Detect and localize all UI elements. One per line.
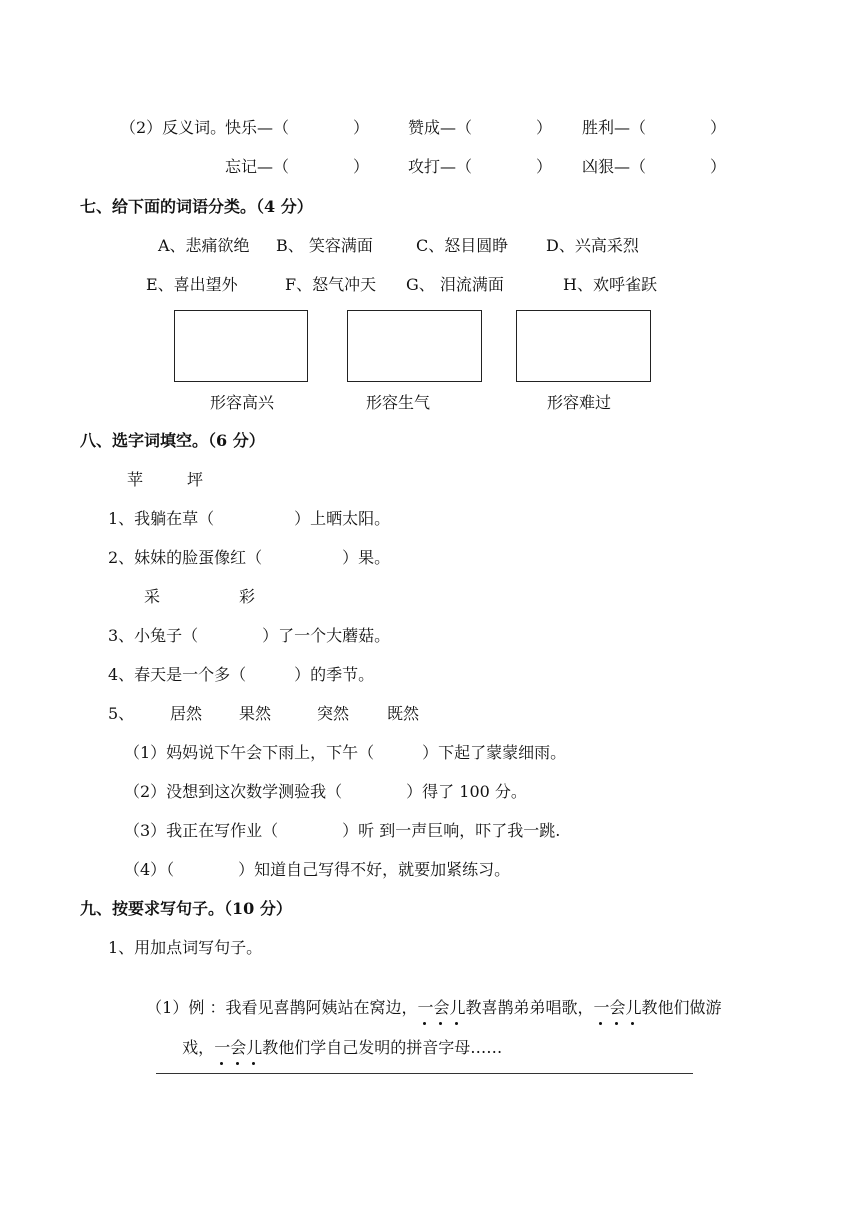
phrase-option: H、欢呼雀跃 [563, 275, 657, 294]
antonym-item: 赞成—（ ） [408, 118, 553, 137]
sentence-number: 5、 [108, 704, 135, 723]
phrase-option: B、 笑容满面 [276, 236, 373, 255]
phrase-option: G、 泪流满面 [406, 275, 504, 294]
box-label: 形容高兴 [210, 393, 275, 412]
antonym-item: 攻打—（ ） [408, 157, 553, 176]
example-text: （1）例 ：我看见喜鹊阿姨站在窝边， [146, 998, 418, 1017]
antonym-item: 胜利—（ ） [582, 118, 727, 137]
example-text: 教他们学自己发明的拼音字母…… [262, 1038, 503, 1057]
sub-sentence: （2）没想到这次数学测验我（ ）得了 100 分。 [124, 782, 527, 801]
sentence: 3、小兔子（ ）了一个大蘑菇。 [108, 626, 391, 645]
dotted-word: 一会儿 [214, 1038, 262, 1058]
char-choice: 苹 [127, 470, 144, 489]
q9-item: 1、用加点词写句子。 [108, 938, 263, 957]
antonym-item: 凶狠—（ ） [582, 157, 727, 176]
example-line-1 [136, 978, 722, 1018]
q9-heading: 九、按要求写句子。（10 分） [80, 899, 292, 918]
q7-heading: 七、给下面的词语分类。（4 分） [80, 197, 313, 216]
word-choice: 突然 [317, 704, 350, 723]
phrase-option: F、怒气冲天 [285, 275, 377, 294]
antonym-item: 快乐—（ ） [225, 118, 370, 137]
word-choice: 居然 [170, 704, 203, 723]
example-text: 戏， [182, 1038, 215, 1057]
phrase-option: E、喜出望外 [146, 275, 238, 294]
word-choice: 既然 [387, 704, 420, 723]
answer-box-sad[interactable] [516, 310, 651, 382]
sentence: 1、我躺在草（ ）上晒太阳。 [108, 509, 391, 528]
answer-box-angry[interactable] [347, 310, 482, 382]
char-choice: 彩 [239, 587, 256, 606]
sentence: 2、妹妹的脸蛋像红（ ）果。 [108, 548, 391, 567]
antonyms-label: （2）反义词。 [120, 118, 227, 137]
answer-box-happy[interactable] [174, 310, 308, 382]
q8-heading: 八、选字词填空。（6 分） [80, 431, 265, 450]
example-text: 教他们做游 [641, 998, 722, 1017]
sub-sentence: （3）我正在写作业（ ）听 到一声巨响，吓了我一跳. [124, 821, 561, 840]
phrase-option: D、兴高采烈 [546, 236, 639, 255]
sub-sentence: （1）妈妈说下午会下雨上，下午（ ）下起了蒙蒙细雨。 [124, 743, 567, 762]
antonym-item: 忘记—（ ） [225, 157, 370, 176]
dotted-word: 一会儿 [593, 998, 641, 1018]
dotted-word: 一会儿 [417, 998, 465, 1018]
char-choice: 采 [144, 587, 161, 606]
answer-line[interactable] [156, 1073, 693, 1074]
sub-sentence: （4）（ ）知道自己写得不好，就要加紧练习。 [124, 860, 511, 879]
sentence: 4、春天是一个多（ ）的季节。 [108, 665, 375, 684]
example-line-2 [172, 1018, 502, 1058]
example-text: 教喜鹊弟弟唱歌， [465, 998, 594, 1017]
box-label: 形容难过 [547, 393, 612, 412]
box-label: 形容生气 [366, 393, 431, 412]
phrase-option: C、怒目圆睁 [416, 236, 509, 255]
char-choice: 坪 [187, 470, 204, 489]
word-choice: 果然 [239, 704, 272, 723]
phrase-option: A、悲痛欲绝 [158, 236, 250, 255]
